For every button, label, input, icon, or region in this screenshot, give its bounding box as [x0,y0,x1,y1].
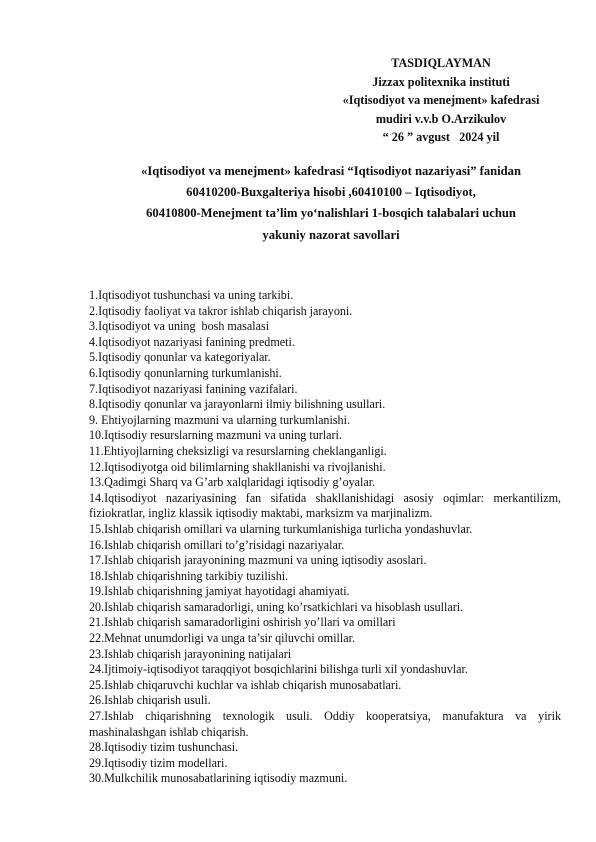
question-item: 14.Iqtisodiyot nazariyasining fan sifatida shakllanishidagi asosiy oqimlar: merkantilizm, fiziokratlar, ingliz klassik iqtisodiy maktabi, marksizm va marjinalizm. [89,490,561,521]
approval-date: “ 26 ” avgust 2024 yil [382,130,500,145]
approval-head: mudiri v.v.b O.Arzikulov [375,111,507,126]
question-item: 6.Iqtisodiy qonunlarning turkumlanishi. [89,365,282,380]
title-line-2: 60410200-Buxgalteriya hisobi ,60410100 – Iqtisodiyot, [186,185,476,200]
title-line-3: 60410800-Menejment ta’lim yo‘nalishlari 1-bosqich talabalari uchun [146,206,516,221]
question-item: 9. Ehtiyojlarning mazmuni va ularning turkumlanishi. [89,412,350,427]
question-item: 27.Ishlab chiqarishning texnologik usuli. Oddiy kooperatsiya, manufaktura va yirik mashinalashgan ishlab chiqarish. [89,709,561,739]
question-item: 7.Iqtisodiyot nazariyasi fanining vazifalari. [89,381,298,396]
question-item: 24.Ijtimoiy-iqtisodiyot taraqqiyot bosqichlarini bilishga turli xil yondashuvlar. [89,662,468,677]
question-item: 3.Iqtisodiyot va uning bosh masalasi [89,319,270,334]
question-item: 23.Ishlab chiqarish jarayonining natijalari [89,646,292,661]
question-item: 4.Iqtisodiyot nazariyasi fanining predmeti. [89,334,295,349]
question-item: 29.Iqtisodiy tizim modellari. [89,755,228,770]
question-item: 19.Ishlab chiqarishning jamiyat hayotidagi ahamiyati. [89,584,350,599]
question-item: 17.Ishlab chiqarish jarayonining mazmuni va uning iqtisodiy asoslari. [89,553,427,568]
question-item: 1.Iqtisodiyot tushunchasi va uning tarkibi. [89,288,294,302]
document-title [96,161,566,246]
question-item: 15.Ishlab chiqarish omillari va ularning turkumlanishiga turlicha yondashuvlar. [89,521,473,536]
question-item: 20.Ishlab chiqarish samaradorligi, uning ko’rsatkichlari va hisoblash usullari. [89,599,464,614]
title-line-1: «Iqtisodiyot va menejment» kafedrasi “Iqtisodiyot nazariyasi” fanidan [141,164,521,178]
question-item: 11.Ehtiyojlarning cheksizligi va resurslarning cheklanganligi. [89,443,387,458]
approval-institute: Jizzax politexnika instituti [372,74,510,89]
title-line-4: yakuniy nazorat savollari [262,227,400,242]
question-item: 16.Ishlab chiqarish omillari to’g’risidagi nazariyalar. [89,537,345,552]
question-item: 22.Mehnat unumdorligi va unga ta’sir qiluvchi omillar. [89,631,356,646]
question-item: 13.Qadimgi Sharq va G’arb xalqlaridagi iqtisodiy g’oyalar. [89,475,376,490]
approval-block [310,54,572,147]
question-item: 10.Iqtisodiy resurslarning mazmuni va uning turlari. [89,428,342,443]
question-item: 18.Ishlab chiqarishning tarkibiy tuzilishi. [89,568,289,583]
question-item: 12.Iqtisodiyotga oid bilimlarning shakllanishi va rivojlanishi. [89,459,386,474]
question-item: 25.Ishlab chiqaruvchi kuchlar va ishlab chiqarish munosabatlari. [89,677,402,692]
approval-heading: TASDIQLAYMAN [391,56,491,70]
question-list [89,288,561,787]
question-item: 8.Iqtisodiy qonunlar va jarayonlarni ilmiy bilishning usullari. [89,397,386,412]
question-item: 26.Ishlab chiqarish usuli. [89,693,211,708]
question-item: 30.Mulkchilik munosabatlarining iqtisodiy mazmuni. [89,771,348,786]
question-item: 21.Ishlab chiqarish samaradorligini oshirish yo’llari va omillari [89,615,396,630]
question-item: 2.Iqtisodiy faoliyat va takror ishlab chiqarish jarayoni. [89,303,353,318]
approval-department: «Iqtisodiyot va menejment» kafedrasi [342,93,540,108]
question-item: 5.Iqtisodiy qonunlar va kategoriyalar. [89,350,271,365]
question-item: 28.Iqtisodiy tizim tushunchasi. [89,740,239,755]
